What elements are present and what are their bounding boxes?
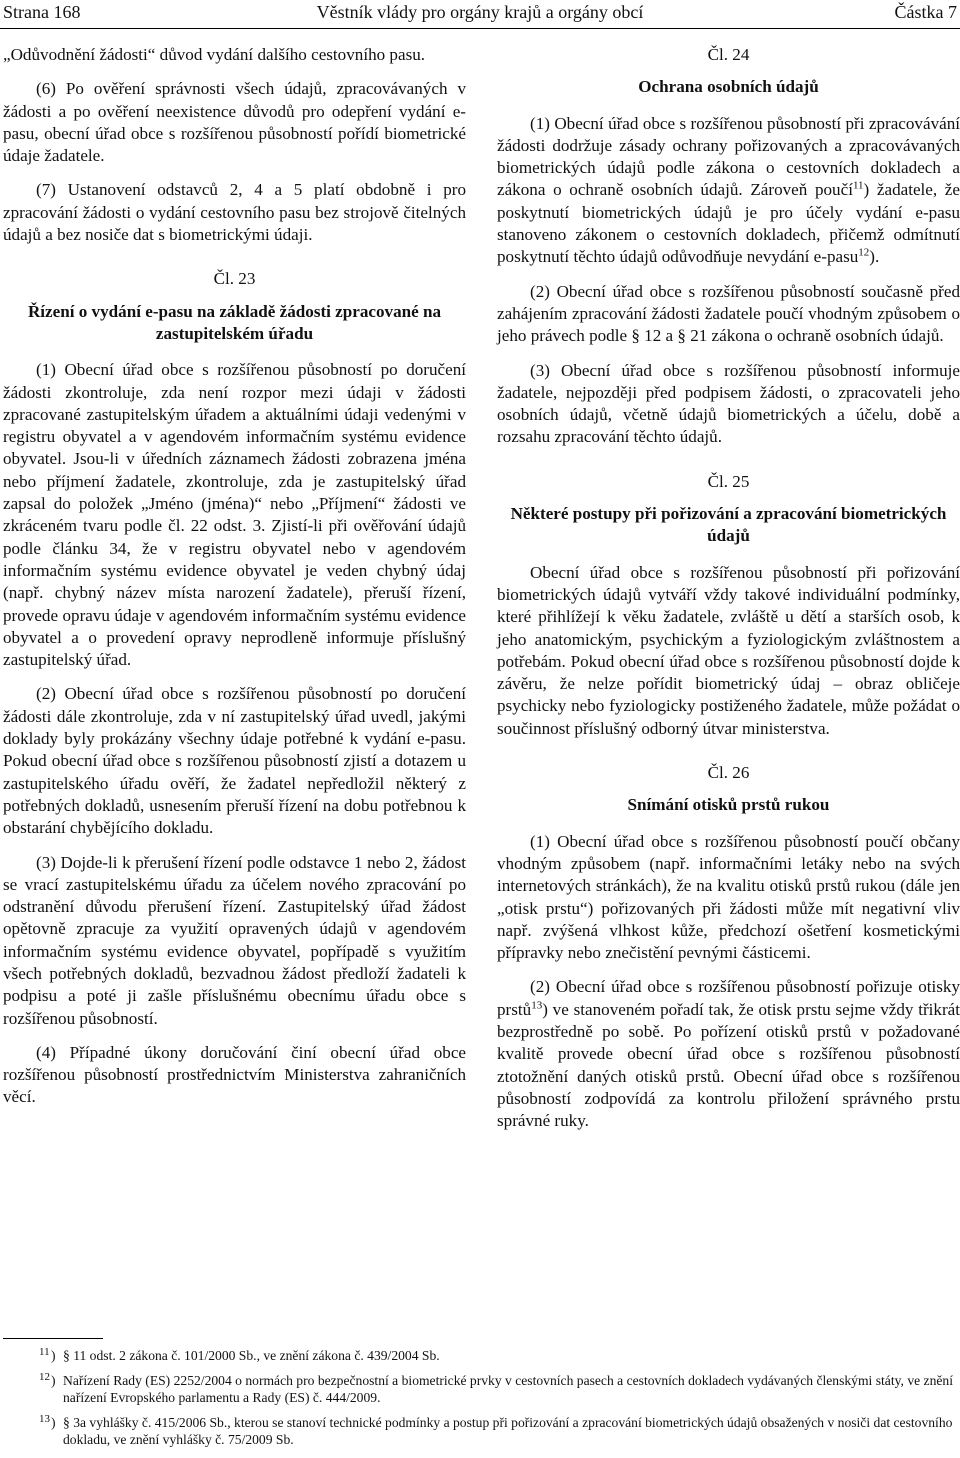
article-24-title: Ochrana osobních údajů (638, 77, 819, 97)
text-run: (2) Obecní úřad obce s rozšířenou působností pořizuje otisky prstů (497, 977, 960, 1019)
footnotes (3, 1347, 958, 1456)
footnote-mark: 11 (39, 1346, 50, 1358)
journal-title: Věstník vlády pro orgány krajů a orgány obcí (316, 2, 644, 22)
article-25-paragraph-1: Obecní úřad obce s rozšířenou působností při pořizování biometrických údajů vytváří vždy takové individuální podmínky, které přihlížejí k věku žadatele, zvláště u dětí a starších osob, k jeho anatomickým, psychickým a fyziologickým zvláštnostem a potřebám. Pokud obecní úřad obce s rozšířenou působností dojde k závěru, že nelze pořídit biometrický údaj – obraz obličeje psychicky nebo fyziologicky postiženého žadatele, může požádat o součinnost příslušný odborný útvar ministerstva. (497, 562, 960, 738)
article-24-number: Čl. 24 (707, 45, 750, 64)
article-26-title: Snímání otisků prstů rukou (627, 795, 830, 815)
paragraph-6: (6) Po ověření správnosti všech údajů, zpracovávaných v žádosti a po ověření neexistence důvodů pro odepření vydání e-pasu, obecní úřad obce s rozšířenou působností pořídí biometrické údaje žadatele. (3, 79, 466, 166)
article-25-title: Některé postupy při pořizování a zpracování biometrických údajů (510, 504, 947, 546)
article-26-paragraph-2 (497, 976, 960, 1132)
left-column (3, 44, 466, 1121)
right-column (497, 44, 960, 1144)
footnote-ref-12: 12 (858, 246, 870, 259)
article-24-paragraph-2: (2) Obecní úřad obce s rozšířenou působností současně před zahájením zpracování žádosti žadatele poučí vhodným způsobem o jeho právech podle § 12 a § 21 zákona o ochraně osobních údajů. (497, 281, 960, 346)
text-run: ) žadatele, že poskytnutí biometrických údajů je pro účely vydání e-pasu stanoveno zákonem o cestovních dokladech, přičemž odmítnutí poskytnutí těchto údajů odůvodňuje nevydání e-pasu (497, 180, 960, 267)
paragraph-continuation: „Odůvodnění žádosti“ důvod vydání dalšího cestovního pasu. (3, 45, 426, 64)
footnote-mark: 13 (39, 1412, 50, 1425)
article-23-number: Čl. 23 (213, 269, 256, 289)
footnote-paren: ) (51, 1414, 56, 1430)
footnote-divider (3, 1338, 103, 1339)
footnote-ref-13: 13 (531, 999, 543, 1011)
footnote-text: § 11 odst. 2 zákona č. 101/2000 Sb., ve znění zákona č. 439/2004 Sb. (63, 1348, 440, 1363)
text-run: ) ve stanoveném pořadí tak, že otisk prstu sejme vždy třikrát bezprostředně po sobě. Po pořízení otisků prstů v požadované kvalitě provede obecní úřad obce s rozšířenou působností ztotožnění daných otisků prstů. Obecní úřad obce s rozšířenou působností zodpovídá za kontrolu přiložení správného prstu správné ruky. (497, 999, 960, 1131)
footnote-11 (3, 1347, 958, 1365)
footnote-paren: ) (51, 1372, 56, 1388)
article-23-title: Řízení o vydání e-pasu na základě žádosti zpracované na zastupitelském úřadu (27, 301, 442, 343)
footnote-paren: ) (51, 1348, 56, 1363)
article-23-paragraph-1: (1) Obecní úřad obce s rozšířenou působností po doručení žádosti zkontroluje, zda není rozpor mezi údaji v žádosti zpracované zastupitelským úřadem a aktuálními údaji vedenými v registru obyvatel a v agendovém informačním systému evidence obyvatel. Jsou-li v úředních záznamech žádosti zobrazena jména nebo příjmení žadatele, zkontroluje, zda je zastupitelský úřad zapsal do položek „Jméno (jména)“ nebo „Příjmení“ žádosti ve zkráceném tvaru podle čl. 22 odst. 3. Zjistí-li při ověřování údajů podle článku 34, že v registru obyvatel nebo v agendovém informačním systému evidence obyvatel je veden chybný údaj (např. chybný název místa narození žadatele), přeruší řízení, provede opravu údaje v agendovém informačním systému evidence obyvatel a o provedení opravy neprodleně informuje příslušný zastupitelský úřad. (3, 360, 466, 670)
article-24-paragraph-1 (497, 113, 960, 269)
page-header (0, 0, 960, 29)
footnote-12 (3, 1372, 958, 1407)
footnote-text: Nařízení Rady (ES) 2252/2004 o normách pro bezpečnostní a biometrické prvky v cestovních pasech a cestovních dokladech vydávaných členskými státy, ve znění nařízení Evropského parlamentu a Rady (ES) č. 444/2009. (63, 1372, 953, 1405)
text-run: (1) Obecní úřad obce s rozšířenou působností při zpracovávání žádosti dodržuje zásady ochrany pořizovaných a zpracovávaných biometrických údajů podle zákona o cestovních dokladech a zákona o ochraně osobních údajů. Zároveň poučí (497, 113, 960, 200)
article-23-paragraph-3: (3) Dojde-li k přerušení řízení podle odstavce 1 nebo 2, žádost se vrací zastupitelskému úřadu za účelem nového zpracování po odstranění důvodu přerušení řízení. Zastupitelský úřad žádost opětovně zpracuje za využití opravených údajů v agendovém informačním systému evidence obyvatel, popřípadě s využitím všech potřebných dokladů, bezvadnou žádost předloží žadateli k podpisu a poté ji zašle příslušnému obecnímu úřadu obce s rozšířenou působností. (3, 852, 466, 1028)
article-26-number: Čl. 26 (707, 763, 750, 783)
text-run: ). (869, 247, 880, 267)
footnote-mark: 12 (39, 1370, 50, 1383)
footnote-text: § 3a vyhlášky č. 415/2006 Sb., kterou se stanoví technické podmínky a postup při pořizování a zpracování biometrických údajů obsažených v nosiči dat cestovního dokladu, ve znění vyhlášky č. 75/2009 Sb. (63, 1414, 953, 1447)
page-number: Strana 168 (3, 2, 81, 22)
article-24-paragraph-3: (3) Obecní úřad obce s rozšířenou působností informuje žadatele, nejpozději před podpisem žádosti, o zpracovateli jeho osobních údajů, včetně údajů biometrických a účelu, době a rozsahu zpracování těchto údajů. (497, 360, 960, 447)
article-23-paragraph-4: (4) Případné úkony doručování činí obecní úřad obce rozšířenou působností prostřednictvím Ministerstva zahraničních věcí. (3, 1042, 466, 1107)
issue-number: Částka 7 (894, 2, 957, 22)
article-25-number: Čl. 25 (707, 471, 750, 491)
article-26-paragraph-1: (1) Obecní úřad obce s rozšířenou působností poučí občany vhodným způsobem (např. informačními letáky nebo na svých internetových stránkách), že na kvalitu otisků prstů rukou (dále jen „otisk prstu“) pořizovaných při žádosti může mít negativní vliv např. zvýšená vlhkost kůže, předchozí ošetření kosmetickými přípravky nebo znečistění pevnými částicemi. (497, 831, 960, 963)
footnote-ref-11: 11 (852, 179, 864, 192)
footnote-13 (3, 1414, 958, 1449)
paragraph-7: (7) Ustanovení odstavců 2, 4 a 5 platí obdobně i pro zpracování žádosti o vydání cestovního pasu bez strojově čitelných údajů a bez nosiče dat s biometrickými údaji. (3, 180, 466, 245)
article-23-paragraph-2: (2) Obecní úřad obce s rozšířenou působností po doručení žádosti dále zkontroluje, zda v ní zastupitelský úřad uvedl, jakými doklady byly prokázány všechny údaje potřebné k vydání e-pasu. Pokud obecní úřad obce s rozšířenou působností zjistí a dotazem u zastupitelského úřadu ověří, že žadatel nepředložil některý z potřebných dokladů, usnesením přeruší řízení na dobu potřebnou k obstarání chybějícího dokladu. (3, 684, 466, 838)
